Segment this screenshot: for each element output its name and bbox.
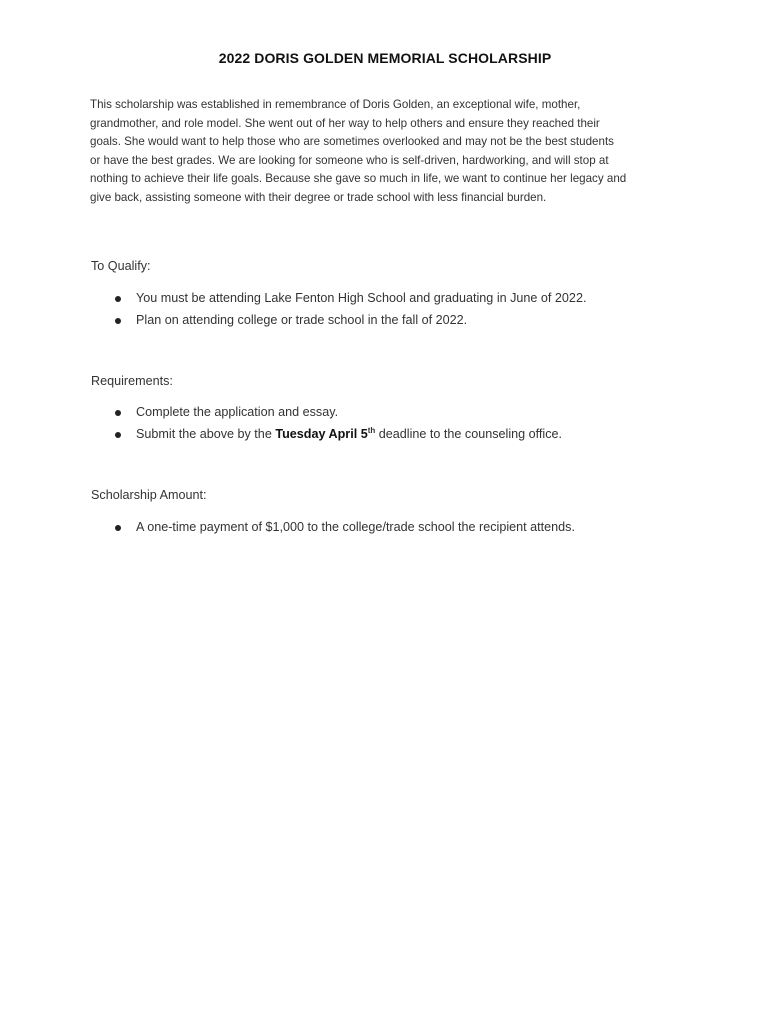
requirements-list [112,402,562,445]
qualify-list [112,288,586,331]
deadline-date: Tuesday April 5 [275,426,368,441]
list-item: Complete the application and essay. [112,402,562,424]
qualify-heading: To Qualify: [91,259,151,273]
amount-heading: Scholarship Amount: [91,488,207,502]
list-item: A one-time payment of $1,000 to the college/trade school the recipient attends. [112,517,575,539]
intro-paragraph [90,96,690,208]
intro-line: This scholarship was established in remembrance of Doris Golden, an exceptional wife, mother, [90,98,581,111]
intro-line: or have the best grades. We are looking for someone who is self-driven, hardworking, and will stop at [90,153,609,167]
intro-line: grandmother, and role model. She went out of her way to help others and ensure they reached their [90,116,600,130]
intro-line: nothing to achieve their life goals. Because she gave so much in life, we want to continue her legacy and [90,172,627,186]
requirements-heading: Requirements: [91,374,173,388]
deadline-suffix: deadline to the counseling office. [375,426,562,441]
list-item: Plan on attending college or trade school in the fall of 2022. [112,310,586,332]
document-title: 2022 DORIS GOLDEN MEMORIAL SCHOLARSHIP [218,50,552,66]
amount-list [112,517,575,539]
list-item: You must be attending Lake Fenton High School and graduating in June of 2022. [112,288,586,310]
deadline-prefix: Submit the above by the [136,426,276,441]
intro-line: goals. She would want to help those who are sometimes overlooked and may not be the best students [90,135,614,149]
intro-line: give back, assisting someone with their degree or trade school with less financial burden. [90,190,547,204]
list-item [112,424,562,446]
deadline-date-suffix: th [367,425,376,435]
